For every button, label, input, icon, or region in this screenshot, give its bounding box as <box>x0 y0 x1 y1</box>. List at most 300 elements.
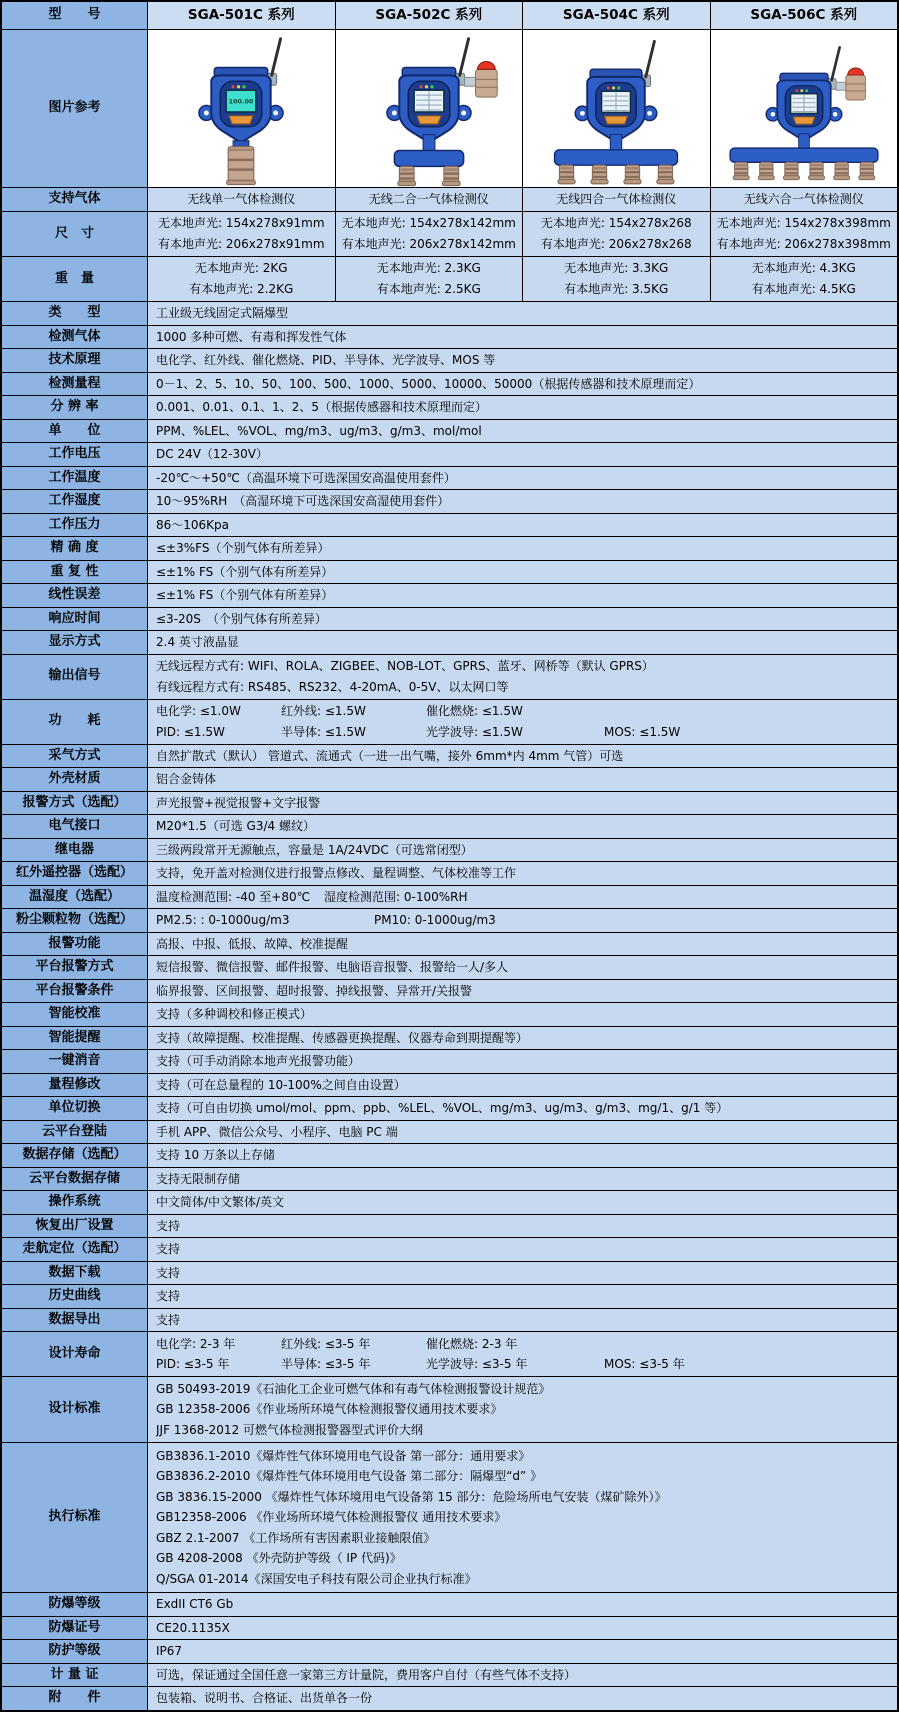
value-segment: PID: ≤1.5W <box>156 724 225 739</box>
value-line <box>156 1420 891 1441</box>
value-segment: 支持（可自由切换 umol/mol、ppm、ppb、%LEL、%VOL、mg/m3、ug/m3、g/m3、mg/1、g/1 等） <box>156 1101 729 1115</box>
header-row <box>2 2 897 29</box>
spec-row <box>2 885 897 909</box>
value-segment: 光学波导: ≤1.5W <box>426 724 523 739</box>
sensor-head <box>227 147 256 185</box>
model-value-cell <box>336 212 524 256</box>
row-value <box>148 537 897 560</box>
model-value-line: 有本地声光: 206x278x91mm <box>157 237 325 251</box>
row-value <box>148 886 897 909</box>
spec-row <box>2 1331 897 1376</box>
row-value <box>148 1074 897 1097</box>
value-line <box>156 1466 891 1487</box>
product-image-sga-504c <box>523 31 709 187</box>
spec-row <box>2 395 897 419</box>
row-label: 红外遥控器（选配） <box>2 862 148 885</box>
model-value-line: 有本地声光: 2.2KG <box>189 282 294 296</box>
model-value-line: 无本地声光: 2KG <box>194 261 288 275</box>
row-value <box>148 1687 897 1710</box>
row-value <box>148 839 897 862</box>
value-line <box>156 327 891 348</box>
spec-row <box>2 838 897 862</box>
row-value <box>148 1617 897 1640</box>
model-name: SGA-501C 系列 <box>187 7 295 23</box>
value-line <box>156 1379 891 1400</box>
row-label: 平台报警方式 <box>2 956 148 979</box>
row-label: 继电器 <box>2 839 148 862</box>
row-value <box>148 792 897 815</box>
spec-row <box>2 607 897 631</box>
model-value-cell <box>523 188 711 211</box>
spec-row <box>2 489 897 513</box>
value-line <box>156 887 891 908</box>
row-value <box>148 1238 897 1261</box>
row-label: 恢复出厂设置 <box>2 1215 148 1238</box>
value-line <box>156 701 891 722</box>
value-segment: 三级两段常开无源触点，容量是 1A/24VDC（可选常闭型） <box>156 842 473 857</box>
value-segment: PPM、%LEL、%VOL、mg/m3、ug/m3、g/m3、mol/mol <box>156 423 482 438</box>
value-line <box>156 491 891 512</box>
value-segment: GB 50493-2019《石油化工企业可燃气体和有毒气体检测报警设计规范》 <box>156 1381 551 1396</box>
row-value <box>148 584 897 607</box>
value-line <box>156 793 891 814</box>
value-line <box>156 444 891 465</box>
value-line <box>156 1051 891 1072</box>
value-line <box>156 632 891 653</box>
value-segment: M20*1.5（可选 G3/4 螺纹） <box>156 819 315 833</box>
row-value <box>148 561 897 584</box>
spec-row <box>2 301 897 325</box>
value-segment: 支持（可手动消除本地声光报警功能） <box>156 1054 361 1068</box>
model-value-line: 无线单一气体检测仪 <box>187 192 296 206</box>
value-segment: MOS: ≤1.5W <box>604 724 681 739</box>
row-value <box>148 1664 897 1687</box>
model-value-cell <box>148 257 336 301</box>
value-segment: 支持 <box>156 1218 181 1233</box>
value-segment: 温度检测范围: -40 至+80℃ <box>156 889 311 904</box>
row-label: 历史曲线 <box>2 1285 148 1308</box>
row-label: 分 辨 率 <box>2 396 148 419</box>
row-value <box>148 1191 897 1214</box>
sensor-head <box>624 165 641 184</box>
value-line <box>156 1122 891 1143</box>
spec-row <box>2 513 897 537</box>
model-header-cell <box>148 2 336 29</box>
row-value <box>148 443 897 466</box>
sensor-head <box>733 162 749 179</box>
row-value <box>148 909 897 932</box>
manifold <box>555 150 678 165</box>
row-label: 类 型 <box>2 302 148 325</box>
row-label: 报警功能 <box>2 933 148 956</box>
row-label: 设计标准 <box>2 1377 148 1442</box>
value-segment: 高报、中报、低报、故障、校准提醒 <box>156 936 349 951</box>
spec-row <box>2 699 897 744</box>
product-image-cell <box>336 30 524 187</box>
value-line <box>156 1028 891 1049</box>
product-image-sga-501c <box>148 31 334 187</box>
value-line <box>156 1286 891 1307</box>
model-value-line: 无本地声光: 154x278x91mm <box>157 216 325 230</box>
model-name: SGA-502C 系列 <box>375 7 483 23</box>
spec-row <box>2 744 897 768</box>
value-line <box>156 1487 891 1508</box>
sensor-head <box>398 166 416 185</box>
model-value-line: 无本地声光: 154x278x142mm <box>341 216 516 230</box>
row-label: 走航定位（选配） <box>2 1238 148 1261</box>
model-value-line: 无线二合一气体检测仪 <box>368 192 489 206</box>
spec-row <box>2 1261 897 1285</box>
spec-row <box>2 1237 897 1261</box>
device-buttons <box>229 116 253 124</box>
spec-row <box>2 1284 897 1308</box>
sensor-head <box>833 162 849 179</box>
spec-row <box>2 1308 897 1332</box>
spec-row <box>2 979 897 1003</box>
value-segment: 支持 <box>156 1265 181 1280</box>
model-value-line: 无本地声光: 154x278x268 <box>540 216 692 230</box>
model-header-cell <box>336 2 524 29</box>
row-label: 输出信号 <box>2 655 148 699</box>
value-segment: PID: ≤3-5 年 <box>156 1357 230 1371</box>
row-label: 电气接口 <box>2 815 148 838</box>
value-line <box>156 421 891 442</box>
value-line <box>156 1618 891 1639</box>
row-label: 精 确 度 <box>2 537 148 560</box>
value-segment: 无线远程方式有: WIFI、ROLA、ZIGBEE、NOB-LOT、GPRS、蓝牙、网桥等（默认 GPRS） <box>156 659 654 673</box>
row-label: 显示方式 <box>2 631 148 654</box>
value-line <box>156 1216 891 1237</box>
value-line <box>156 1310 891 1331</box>
device-buttons <box>605 116 628 124</box>
per-model-row <box>2 256 897 301</box>
model-value-line: 无线六合一气体检测仪 <box>743 192 864 206</box>
value-line <box>156 303 891 324</box>
row-label: 温湿度（选配） <box>2 886 148 909</box>
value-segment: 半导体: ≤1.5W <box>281 724 366 739</box>
row-value <box>148 1593 897 1616</box>
row-value <box>148 420 897 443</box>
value-segment: 电化学: ≤1.0W <box>156 704 241 718</box>
value-segment: ExdII CT6 Gb <box>156 1597 234 1611</box>
value-segment: 有线远程方式有: RS485、RS232、4-20mA、0-5V、以太网口等 <box>156 679 509 694</box>
value-segment: ≤±3%FS（个别气体有所差异） <box>156 541 330 555</box>
value-segment: 湿度检测范围: 0-100%RH <box>324 889 468 904</box>
row-value <box>148 1262 897 1285</box>
value-segment: 半导体: ≤3-5 年 <box>281 1357 371 1371</box>
manifold <box>394 151 463 167</box>
value-line <box>156 746 891 767</box>
value-segment: GB 3836.15-2000 《爆炸性气体环境用电气设备第 15 部分：危险场所电气安装（煤矿除外）》 <box>156 1489 667 1504</box>
spec-row <box>2 1663 897 1687</box>
row-value <box>148 1377 897 1442</box>
alarm-beacon-icon <box>464 62 497 98</box>
spec-row <box>2 1143 897 1167</box>
product-image-cell <box>148 30 336 187</box>
spec-row <box>2 1026 897 1050</box>
value-segment: 支持，免开盖对检测仪进行报警点修改、量程调整、气体校准等工作 <box>156 866 517 880</box>
model-value-line: 有本地声光: 3.5KG <box>564 282 669 296</box>
value-segment: 短信报警、微信报警、邮件报警、电脑语音报警、报警给一人/多人 <box>156 960 509 974</box>
row-value <box>148 655 897 699</box>
value-segment: JJF 1368-2012 可燃气体检测报警器型式评价大纲 <box>156 1422 424 1437</box>
value-segment: GBZ 2.1-2007 《工作场所有害因素职业接触限值》 <box>156 1530 436 1545</box>
row-label: 智能提醒 <box>2 1027 148 1050</box>
value-segment: 支持（故障提醒、校准提醒、传感器更换提醒、仪器寿命到期提醒等） <box>156 1030 529 1045</box>
row-value <box>148 980 897 1003</box>
value-segment: 中文简体/中文繁体/英文 <box>156 1195 285 1209</box>
spec-row <box>2 1002 897 1026</box>
model-value-cell <box>148 188 336 211</box>
value-line <box>156 1263 891 1284</box>
spec-row <box>2 348 897 372</box>
value-line <box>156 1641 891 1662</box>
spec-row <box>2 1120 897 1144</box>
row-label: 防爆等级 <box>2 1593 148 1616</box>
model-value-cell <box>711 188 898 211</box>
spec-row <box>2 583 897 607</box>
row-label: 尺 寸 <box>2 212 148 256</box>
row-value <box>148 326 897 349</box>
spec-row <box>2 1376 897 1442</box>
row-label: 支持气体 <box>2 188 148 211</box>
row-value <box>148 302 897 325</box>
value-line <box>156 1098 891 1119</box>
model-value-cell <box>711 212 898 256</box>
row-label: 附 件 <box>2 1687 148 1710</box>
row-label: 外壳材质 <box>2 768 148 791</box>
row-label: 单 位 <box>2 420 148 443</box>
row-label: 执行标准 <box>2 1443 148 1592</box>
row-value <box>148 1640 897 1663</box>
value-line <box>156 1354 891 1375</box>
value-line <box>156 1528 891 1549</box>
row-label: 平台报警条件 <box>2 980 148 1003</box>
row-value <box>148 768 897 791</box>
spec-row <box>2 325 897 349</box>
sensor-head <box>442 166 460 185</box>
device-screen <box>602 91 631 112</box>
svg-text:100.00: 100.00 <box>228 97 254 106</box>
value-segment: 0－1、2、5、10、50、100、500、1000、5000、10000、50000（根据传感器和技术原理而定） <box>156 376 701 391</box>
row-label: 报警方式（选配） <box>2 792 148 815</box>
row-value <box>148 815 897 838</box>
value-line <box>156 769 891 790</box>
value-line <box>156 397 891 418</box>
spec-row <box>2 908 897 932</box>
row-label: 防爆证号 <box>2 1617 148 1640</box>
value-line <box>156 1145 891 1166</box>
row-value <box>148 373 897 396</box>
spec-row <box>2 466 897 490</box>
row-label: 设计寿命 <box>2 1332 148 1376</box>
row-label: 计 量 证 <box>2 1664 148 1687</box>
value-segment: 自然扩散式（默认） 管道式、流通式（一进一出气嘴，接外 6mm*内 4mm 气管）可选 <box>156 748 624 763</box>
value-segment: 支持（可在总量程的 10-100%之间自由设置） <box>156 1077 406 1092</box>
model-value-line: 有本地声光: 2.5KG <box>376 282 481 296</box>
value-line <box>156 1334 891 1355</box>
row-value <box>148 490 897 513</box>
spec-row <box>2 560 897 584</box>
value-line <box>156 816 891 837</box>
value-segment: 支持（多种调校和修正模式） <box>156 1007 313 1021</box>
spec-row <box>2 1686 897 1710</box>
value-line <box>156 1004 891 1025</box>
value-segment: 光学波导: ≤3-5 年 <box>426 1357 528 1371</box>
value-segment: MOS: ≤3-5 年 <box>604 1357 685 1371</box>
value-segment: 可选，保证通过全国任意一家第三方计量院，费用客户自付（有些气体不支持） <box>156 1667 577 1682</box>
row-value <box>148 1121 897 1144</box>
value-line <box>156 1446 891 1467</box>
value-line <box>156 934 891 955</box>
value-segment: DC 24V（12-30V） <box>156 447 268 461</box>
value-segment: 手机 APP、微信公众号、小程序、电脑 PC 端 <box>156 1124 398 1139</box>
model-value-line: 有本地声光: 206x278x268 <box>540 237 692 251</box>
model-value-cell <box>711 257 898 301</box>
model-header-cell <box>711 2 898 29</box>
value-segment: 86～106Kpa <box>156 517 230 532</box>
row-label: 工作湿度 <box>2 490 148 513</box>
sensor-head <box>558 165 575 184</box>
value-line <box>156 609 891 630</box>
spec-row <box>2 932 897 956</box>
value-line <box>156 957 891 978</box>
spec-row <box>2 1167 897 1191</box>
row-value <box>148 1027 897 1050</box>
row-value <box>148 396 897 419</box>
value-line <box>156 1075 891 1096</box>
spec-row <box>2 767 897 791</box>
value-segment: 支持 10 万条以上存储 <box>156 1148 275 1162</box>
row-label: 云平台登陆 <box>2 1121 148 1144</box>
row-value <box>148 631 897 654</box>
value-line <box>156 840 891 861</box>
spec-row <box>2 654 897 699</box>
value-line <box>156 374 891 395</box>
row-label: 重 复 性 <box>2 561 148 584</box>
value-segment: GB3836.1-2010《爆炸性气体环境用电气设备 第一部分：通用要求》 <box>156 1448 531 1463</box>
model-value-cell <box>336 257 524 301</box>
value-segment: GB12358-2006 《作业场所环境气体检测报警仪 通用技术要求》 <box>156 1510 507 1525</box>
value-line <box>156 1548 891 1569</box>
row-value <box>148 862 897 885</box>
spec-row <box>2 791 897 815</box>
row-value <box>148 1097 897 1120</box>
device-buttons <box>793 117 814 124</box>
value-line <box>156 981 891 1002</box>
sensor-head <box>859 162 875 179</box>
row-label: 一键消音 <box>2 1050 148 1073</box>
model-value-line: 有本地声光: 206x278x398mm <box>716 237 891 251</box>
product-image-sga-502c <box>336 31 522 187</box>
value-segment: ≤±1% FS（个别气体有所差异） <box>156 588 334 602</box>
row-label: 检测气体 <box>2 326 148 349</box>
model-value-line: 无本地声光: 2.3KG <box>376 261 481 275</box>
image-row <box>2 29 897 187</box>
value-segment: PM2.5: : 0-1000ug/m3 <box>156 913 290 927</box>
value-segment: GB 12358-2006《作业场所环境气体检测报警仪通用技术要求》 <box>156 1402 503 1417</box>
row-label: 数据存储（选配） <box>2 1144 148 1167</box>
value-segment: GB 4208-2008 《外壳防护等级（ IP 代码)》 <box>156 1551 402 1566</box>
row-label: 响应时间 <box>2 608 148 631</box>
alarm-beacon-icon <box>836 68 865 100</box>
row-label: 技术原理 <box>2 349 148 372</box>
model-name: SGA-506C 系列 <box>750 7 858 23</box>
model-value-line: 无本地声光: 154x278x398mm <box>716 216 891 230</box>
value-line <box>156 677 891 698</box>
device-screen <box>790 94 817 114</box>
value-segment: PM10: 0-1000ug/m3 <box>374 913 496 927</box>
device-screen <box>226 90 256 112</box>
row-value <box>148 1050 897 1073</box>
row-value <box>148 700 897 744</box>
row-value <box>148 1443 897 1592</box>
value-segment: 支持 <box>156 1289 181 1303</box>
value-line <box>156 562 891 583</box>
sensor-head <box>591 165 608 184</box>
row-label: 重 量 <box>2 257 148 301</box>
product-image-cell <box>523 30 711 187</box>
sensor-head <box>783 162 799 179</box>
value-line <box>156 1169 891 1190</box>
model-name: SGA-504C 系列 <box>562 7 670 23</box>
value-line <box>156 910 891 931</box>
row-value <box>148 1215 897 1238</box>
per-model-row <box>2 211 897 256</box>
value-segment: 催化燃烧: 2-3 年 <box>426 1336 518 1351</box>
spec-row <box>2 372 897 396</box>
value-line <box>156 863 891 884</box>
row-label: 工作温度 <box>2 467 148 490</box>
spec-row <box>2 861 897 885</box>
value-segment: -20℃～+50℃（高温环境下可选深国安高温使用套件） <box>156 470 456 485</box>
row-value <box>148 1285 897 1308</box>
value-segment: 声光报警+视觉报警+文字报警 <box>156 795 321 810</box>
row-label: 功 耗 <box>2 700 148 744</box>
sensor-head <box>657 165 674 184</box>
spec-row <box>2 955 897 979</box>
value-segment: 0.001、0.01、0.1、1、2、5（根据传感器和技术原理而定） <box>156 400 488 414</box>
value-segment: 红外线: ≤1.5W <box>281 704 366 718</box>
row-label: 线性误差 <box>2 584 148 607</box>
row-value <box>148 1168 897 1191</box>
row-label: 检测量程 <box>2 373 148 396</box>
value-segment: GB3836.2-2010《爆炸性气体环境用电气设备 第二部分：隔爆型“d” 》 <box>156 1469 543 1484</box>
value-line <box>156 585 891 606</box>
value-segment: 支持 <box>156 1312 181 1327</box>
value-segment: 10～95%RH （高湿环境下可选深国安高湿使用套件） <box>156 494 450 508</box>
spec-row <box>2 442 897 466</box>
value-line <box>156 515 891 536</box>
row-label: 数据下载 <box>2 1262 148 1285</box>
model-value-line: 有本地声光: 4.5KG <box>751 282 856 296</box>
row-value <box>148 1332 897 1376</box>
value-segment: 2.4 英寸液晶显 <box>156 635 239 649</box>
per-model-row <box>2 187 897 211</box>
header-model-label: 型 号 <box>2 2 148 29</box>
row-label: 操作系统 <box>2 1191 148 1214</box>
spec-row <box>2 1442 897 1592</box>
spec-row <box>2 536 897 560</box>
value-line <box>156 1192 891 1213</box>
spec-row <box>2 1639 897 1663</box>
model-value-cell <box>336 188 524 211</box>
value-line <box>156 722 891 743</box>
row-value <box>148 1003 897 1026</box>
spec-row <box>2 419 897 443</box>
row-label: 粉尘颗粒物（选配） <box>2 909 148 932</box>
row-label: 单位切换 <box>2 1097 148 1120</box>
